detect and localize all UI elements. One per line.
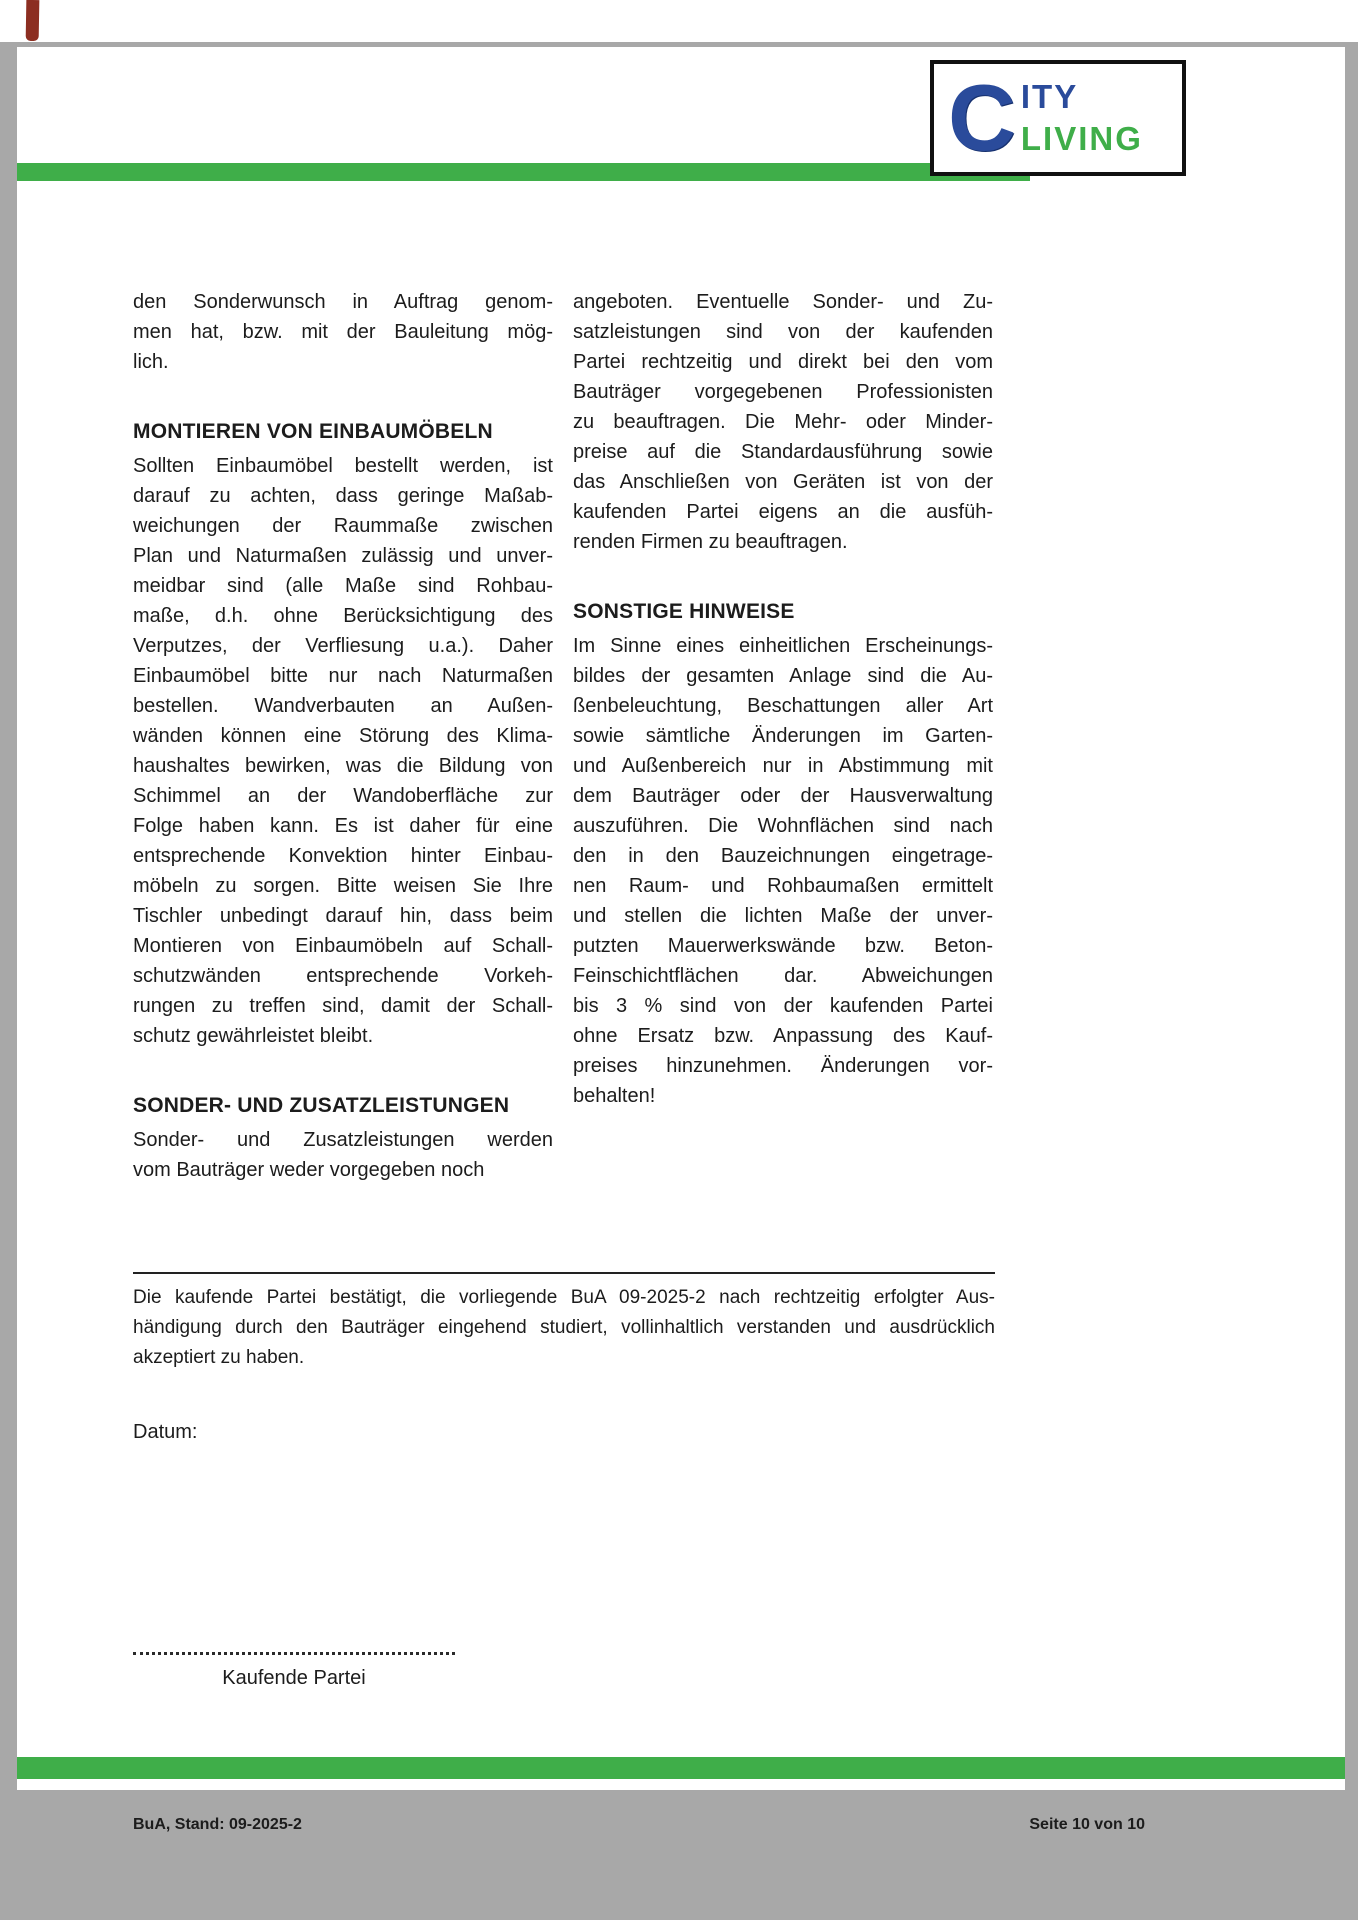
confirmation-statement: Die kaufende Partei bestätigt, die vorliegende BuA 09-2025-2 nach rechtzeitig erfolgter Aus- händigung durch den Bauträger eingehend studiert, vollinhaltlich verstanden und ausdrücklich akzeptiert zu haben. (133, 1272, 995, 1373)
logo-letter-c: C (948, 65, 1016, 170)
footer-document-version: BuA, Stand: 09-2025-2 (133, 1816, 302, 1833)
paragraph-sonderleistungen-continued: angeboten. Eventuelle Sonder- und Zu- satzleistungen sind von der kaufenden Partei rechtzeitig und direkt bei den vom Bauträger vorgegebenen Professionisten zu beauftragen. Die Mehr- oder Minder- preise auf die Standardausführung sowie das Anschließen von Geräten ist von der kaufenden Partei eigens an die ausfüh- renden Firmen zu beauftragen. (573, 291, 993, 553)
footer-accent-bar (17, 1757, 1345, 1779)
logo-wordmark (1021, 76, 1143, 160)
paragraph-sonderleistungen: Sonder- und Zusatzleistungen werden vom Bauträger weder vorgegeben noch (133, 1129, 553, 1181)
signature-label: Kaufende Partei (222, 1667, 366, 1689)
red-pen-mark (26, 0, 40, 41)
scan-top-margin (0, 0, 1358, 42)
signature-dotted-line (133, 1640, 455, 1655)
company-logo (930, 60, 1186, 176)
text-column-left (133, 287, 553, 1185)
logo-text-living: LIVING (1020, 120, 1143, 157)
text-column-right (573, 287, 993, 1111)
paragraph-sonstige-hinweise: Im Sinne eines einheitlichen Erscheinungs- bildes der gesamten Anlage sind die Au- ßenbeleuchtung, Beschattungen aller Art sowie sämtliche Änderungen im Garten- und Außenbereich nur in Abstimmung mit dem Bauträger oder der Hausverwaltung auszuführen. Die Wohnflächen sind nach den in den Bauzeichnungen eingetrage- nen Raum- und Rohbaumaßen ermittelt und stellen die lichten Maße der unver- putzten Mauerwerkswände bzw. Beton- Feinschichtflächen dar. Abweichungen bis 3 % sind von der kaufenden Partei ohne Ersatz bzw. Anpassung des Kauf- preises hinzunehmen. Änderungen vor- behalten! (573, 635, 993, 1107)
footer-page-number: Seite 10 von 10 (1029, 1816, 1145, 1833)
paragraph-intro: den Sonderwunsch in Auftrag genom- men hat, bzw. mit der Bauleitung mög- lich. (133, 291, 553, 373)
date-label: Datum: (133, 1421, 198, 1443)
header-accent-bar (17, 163, 1030, 181)
section-title-sonderleistungen: SONDER- UND ZUSATZLEISTUNGEN (133, 1094, 510, 1117)
section-title-montieren: MONTIEREN VON EINBAUMÖBELN (133, 420, 493, 443)
section-title-sonstige-hinweise: SONSTIGE HINWEISE (573, 600, 795, 623)
logo-text-city: ITY (1020, 78, 1079, 115)
paragraph-montieren: Sollten Einbaumöbel bestellt werden, ist darauf zu achten, dass geringe Maßab- weichungen der Raummaße zwischen Plan und Naturmaßen zulässig und unver- meidbar sind (alle Maße sind Rohbau- maße, d.h. ohne Berücksichtigung des Verputzes, der Verfliesung u.a.). Daher Einbaumöbel bitte nur nach Naturmaßen bestellen. Wandverbauten an Außen- wänden können eine Störung des Klima- haushaltes bewirken, was die Bildung von Schimmel an der Wandoberfläche zur Folge haben kann. Es ist daher für eine entsprechende Konvektion hinter Einbau- möbeln zu sorgen. Bitte weisen Sie Ihre Tischler unbedingt darauf hin, dass beim Montieren von Einbaumöbeln auf Schall- schutzwänden entsprechende Vorkeh- rungen zu treffen sind, damit der Schall- schutz gewährleistet bleibt. (133, 455, 553, 1047)
